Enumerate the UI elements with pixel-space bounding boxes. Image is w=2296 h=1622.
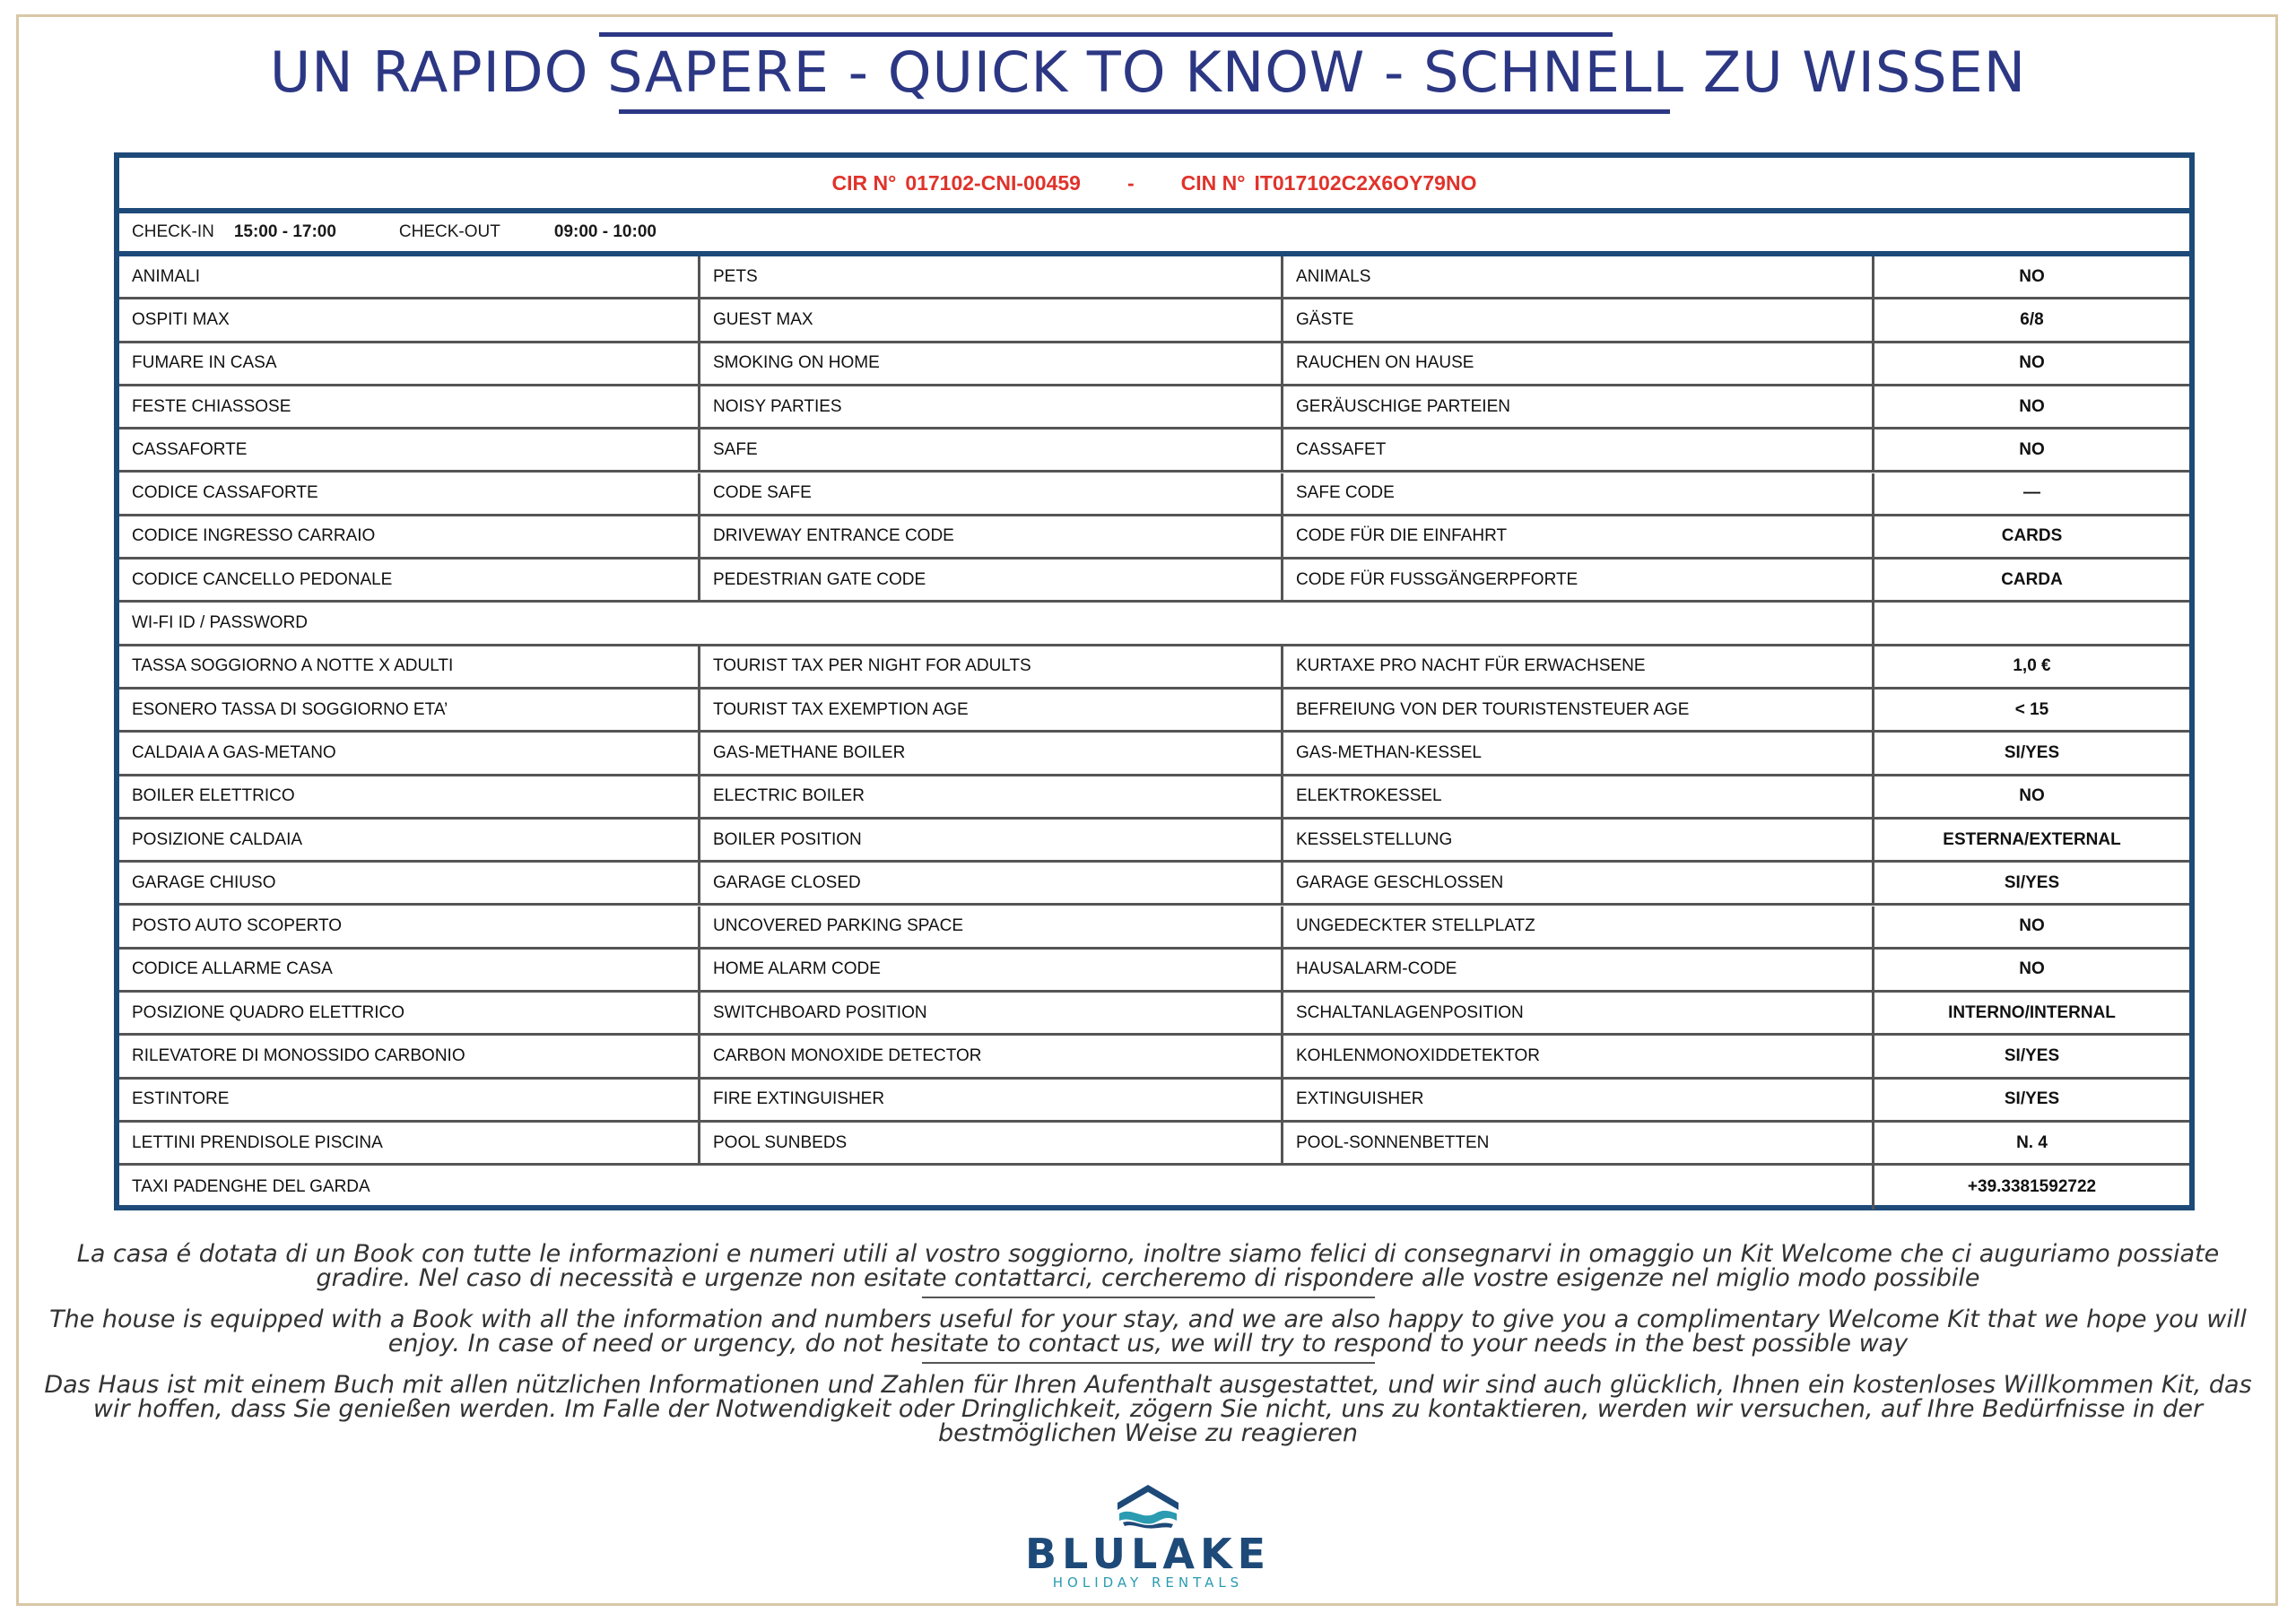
row-value: N. 4: [2016, 1132, 2048, 1152]
label-italian: CODICE INGRESSO CARRAIO: [119, 516, 700, 557]
registration-separator: -: [1126, 170, 1135, 195]
house-wave-icon: [1112, 1479, 1184, 1530]
label-italian: CODICE CASSAFORTE: [119, 473, 700, 514]
label-english: TOURIST TAX EXEMPTION AGE: [700, 690, 1283, 730]
table-row: [119, 993, 2189, 1036]
label-german: CODE FÜR DIE EINFAHRT: [1283, 516, 1874, 557]
page-title: UN RAPIDO SAPERE - QUICK TO KNOW - SCHNELL ZU WISSEN: [269, 39, 2027, 105]
row-value: +39.3381592722: [1967, 1177, 2097, 1197]
table-row: [119, 776, 2189, 820]
label-german: CODE FÜR FUSSGÄNGERPFORTE: [1283, 559, 1874, 600]
row-value: INTERNO/INTERNAL: [1948, 1002, 2116, 1022]
row-value: SI/YES: [2004, 872, 2060, 892]
cir-value: 017102-CNI-00459: [905, 170, 1081, 195]
label-italian: FUMARE IN CASA: [119, 343, 700, 384]
label-english: TOURIST TAX PER NIGHT FOR ADULTS: [700, 646, 1283, 687]
label-italian: GARAGE CHIUSO: [119, 863, 700, 903]
label-german: CASSAFET: [1283, 429, 1874, 470]
label-italian: CODICE CANCELLO PEDONALE: [119, 559, 700, 600]
row-value: [1874, 603, 2189, 643]
row-value: ESTERNA/EXTERNAL: [1943, 829, 2121, 849]
table-row: [119, 429, 2189, 473]
label-italian: CALDAIA A GAS-METANO: [119, 733, 700, 773]
label-italian: OSPITI MAX: [119, 299, 700, 340]
row-value: CARDA: [2001, 569, 2063, 589]
label-english: GAS-METHANE BOILER: [700, 733, 1283, 773]
label-italian: POSTO AUTO SCOPERTO: [119, 906, 700, 947]
label-german: BEFREIUNG VON DER TOURISTENSTEUER AGE: [1283, 690, 1874, 730]
label-italian: TASSA SOGGIORNO A NOTTE X ADULTI: [119, 646, 700, 687]
table-row: [119, 559, 2189, 603]
table-row: [119, 646, 2189, 690]
table-row: [119, 733, 2189, 776]
label-english: BOILER POSITION: [700, 820, 1283, 860]
notes: [36, 1242, 2260, 1445]
label-italian: CODICE ALLARME CASA: [119, 950, 700, 990]
title-line-bottom: [619, 109, 1670, 114]
row-value: SI/YES: [2004, 1046, 2060, 1066]
label-italian: ESTINTORE: [119, 1080, 700, 1120]
table-row: [119, 690, 2189, 733]
label-english: GUEST MAX: [700, 299, 1283, 340]
checkin-time: 15:00 - 17:00: [233, 222, 336, 241]
table-row: [119, 473, 2189, 516]
notes-divider: [922, 1362, 1375, 1364]
row-value: 6/8: [2020, 309, 2044, 329]
label-italian: RILEVATORE DI MONOSSIDO CARBONIO: [119, 1036, 700, 1076]
label-italian: FESTE CHIASSOSE: [119, 386, 700, 427]
notes-divider: [922, 1297, 1375, 1298]
row-value: < 15: [2014, 699, 2049, 719]
table-row: [119, 950, 2189, 993]
row-value: CARDS: [2001, 526, 2063, 546]
label-italian: ANIMALI: [119, 256, 700, 297]
row-label: TAXI PADENGHE DEL GARDA: [119, 1166, 1874, 1209]
label-german: ELEKTROKESSEL: [1283, 776, 1874, 817]
note-german: Das Haus ist mit einem Buch mit allen nützlichen Informationen und Zahlen für Ihren Aufenthalt ausgestattet, und wir sind auch glücklich, Ihnen ein kostenloses Willkommen Kit, das wir hoffen, dass Sie genießen werden. Im Falle der Notwendigkeit oder Dringlichkeit, zögern Sie nicht, uns zu kontaktieren, werden wir versuchen, auf Ihre Bedürfnisse in der bestmöglichen Weise zu reagieren: [44, 1371, 2252, 1447]
label-german: GAS-METHAN-KESSEL: [1283, 733, 1874, 773]
row-value: NO: [2019, 396, 2045, 416]
table-row: [119, 343, 2189, 386]
label-english: PETS: [700, 256, 1283, 297]
label-german: SCHALTANLAGENPOSITION: [1283, 993, 1874, 1033]
label-italian: CASSAFORTE: [119, 429, 700, 470]
info-table: [114, 152, 2195, 1210]
label-german: RAUCHEN ON HAUSE: [1283, 343, 1874, 384]
cin-value: IT017102C2X6OY79NO: [1254, 170, 1477, 195]
table-row: [119, 299, 2189, 343]
label-german: KOHLENMONOXIDDETEKTOR: [1283, 1036, 1874, 1076]
label-german: SAFE CODE: [1283, 473, 1874, 514]
registration-row: [119, 158, 2189, 213]
row-label: WI-FI ID / PASSWORD: [119, 603, 1874, 643]
checkin-row: [119, 213, 2189, 256]
label-german: GERÄUSCHIGE PARTEIEN: [1283, 386, 1874, 427]
label-german: GARAGE GESCHLOSSEN: [1283, 863, 1874, 903]
label-italian: LETTINI PRENDISOLE PISCINA: [119, 1123, 700, 1163]
row-value: NO: [2019, 916, 2045, 936]
label-english: CARBON MONOXIDE DETECTOR: [700, 1036, 1283, 1076]
label-english: SWITCHBOARD POSITION: [700, 993, 1283, 1033]
table-row: [119, 603, 2189, 646]
row-value: SI/YES: [2004, 1089, 2060, 1109]
cin-label: CIN N°: [1180, 170, 1246, 195]
table-row: [119, 906, 2189, 950]
table-row: [119, 256, 2189, 299]
table-row: [119, 1036, 2189, 1079]
label-italian: BOILER ELETTRICO: [119, 776, 700, 817]
checkout-time: 09:00 - 10:00: [553, 222, 657, 241]
blulake-logo: [1013, 1479, 1283, 1605]
label-english: CODE SAFE: [700, 473, 1283, 514]
table-row: [119, 1080, 2189, 1123]
label-german: HAUSALARM-CODE: [1283, 950, 1874, 990]
label-english: GARAGE CLOSED: [700, 863, 1283, 903]
label-english: HOME ALARM CODE: [700, 950, 1283, 990]
table-row: [119, 863, 2189, 906]
cir-label: CIR N°: [831, 170, 897, 195]
table-row: [119, 386, 2189, 429]
label-english: SMOKING ON HOME: [700, 343, 1283, 384]
logo-name: BLULAKE: [1024, 1530, 1272, 1578]
label-english: ELECTRIC BOILER: [700, 776, 1283, 817]
note-italian: La casa é dotata di un Book con tutte le informazioni e numeri utili al vostro soggiorno, inoltre siamo felici di consegnarvi in omaggio un Kit Welcome che ci auguriamo possiate gradire. Nel caso di necessità e urgenze non esitate contattarci, cercheremo di rispondere alle vostre esigenze nel miglio modo possibile: [76, 1240, 2220, 1292]
label-english: POOL SUNBEDS: [700, 1123, 1283, 1163]
table-row: [119, 1166, 2189, 1209]
label-german: KURTAXE PRO NACHT FÜR ERWACHSENE: [1283, 646, 1874, 687]
label-english: PEDESTRIAN GATE CODE: [700, 559, 1283, 600]
title-line-top: [599, 32, 1613, 37]
table-row: [119, 1123, 2189, 1166]
label-english: SAFE: [700, 429, 1283, 470]
row-value: NO: [2019, 353, 2045, 373]
label-german: POOL-SONNENBETTEN: [1283, 1123, 1874, 1163]
label-italian: ESONERO TASSA DI SOGGIORNO ETA’: [119, 690, 700, 730]
logo-subtitle: HOLIDAY RENTALS: [1052, 1574, 1244, 1591]
label-english: FIRE EXTINGUISHER: [700, 1080, 1283, 1120]
label-italian: POSIZIONE QUADRO ELETTRICO: [119, 993, 700, 1033]
row-value: 1,0 €: [2013, 656, 2051, 676]
row-value: NO: [2019, 266, 2045, 286]
checkin-label: CHECK-IN: [132, 222, 214, 241]
table-row: [119, 820, 2189, 863]
label-english: NOISY PARTIES: [700, 386, 1283, 427]
label-german: UNGEDECKTER STELLPLATZ: [1283, 906, 1874, 947]
label-english: UNCOVERED PARKING SPACE: [700, 906, 1283, 947]
label-german: ANIMALS: [1283, 256, 1874, 297]
row-value: SI/YES: [2004, 742, 2060, 762]
checkout-label: CHECK-OUT: [398, 222, 500, 241]
label-english: DRIVEWAY ENTRANCE CODE: [700, 516, 1283, 557]
row-value: —: [2023, 483, 2040, 503]
row-value: NO: [2019, 786, 2045, 806]
label-german: GÄSTE: [1283, 299, 1874, 340]
label-italian: POSIZIONE CALDAIA: [119, 820, 700, 860]
table-row: [119, 516, 2189, 559]
row-value: NO: [2019, 959, 2045, 979]
label-german: EXTINGUISHER: [1283, 1080, 1874, 1120]
label-german: KESSELSTELLUNG: [1283, 820, 1874, 860]
note-english: The house is equipped with a Book with all the information and numbers useful for your stay, and we are also happy to give you a complimentary Welcome Kit that we hope you will enjoy. In case of need or urgency, do not hesitate to contact us, we will try to respond to your needs in the best possible way: [49, 1305, 2247, 1357]
row-value: NO: [2019, 439, 2045, 459]
